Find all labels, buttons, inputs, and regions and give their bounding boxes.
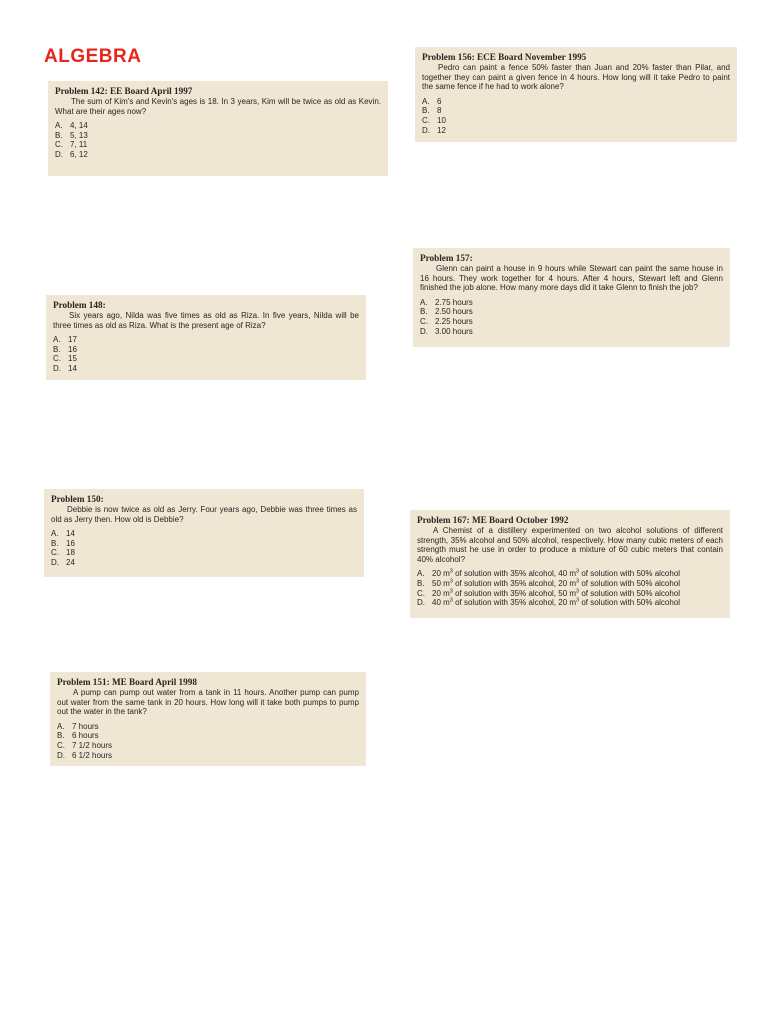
choice-item bbox=[57, 731, 359, 741]
problem-title: Problem 150: bbox=[51, 494, 104, 504]
choice-letter: D. bbox=[51, 557, 59, 567]
choice-list bbox=[422, 97, 730, 135]
choice-item bbox=[53, 335, 359, 345]
choice-letter: D. bbox=[420, 326, 428, 336]
page-heading: ALGEBRA bbox=[44, 46, 142, 67]
choice-letter: C. bbox=[417, 588, 425, 598]
choice-text: 6, 12 bbox=[70, 149, 88, 159]
choice-item bbox=[53, 354, 359, 364]
choice-item bbox=[55, 150, 381, 160]
choice-item bbox=[57, 741, 359, 751]
choice-letter: A. bbox=[417, 569, 425, 579]
choice-letter: B. bbox=[53, 344, 61, 354]
choice-text: 6 bbox=[437, 96, 442, 106]
problem-167-card bbox=[410, 510, 730, 618]
choice-letter: C. bbox=[55, 140, 63, 150]
choice-text: 6 hours bbox=[72, 731, 99, 741]
choice-text: 12 bbox=[437, 125, 446, 135]
choice-letter: C. bbox=[53, 354, 61, 364]
problem-title: Problem 156: ECE Board November 1995 bbox=[422, 52, 587, 62]
choice-letter: B. bbox=[422, 106, 430, 116]
choice-item bbox=[422, 106, 730, 116]
choice-list bbox=[51, 529, 357, 567]
choice-text: 24 bbox=[66, 557, 75, 567]
choice-item bbox=[55, 121, 381, 131]
choice-item bbox=[420, 327, 723, 337]
choice-item bbox=[422, 97, 730, 107]
choice-letter: C. bbox=[422, 115, 430, 125]
problem-title: Problem 142: EE Board April 1997 bbox=[55, 86, 193, 96]
problem-148-card bbox=[46, 295, 366, 380]
choice-item bbox=[417, 598, 723, 608]
choice-list bbox=[417, 569, 723, 607]
choice-item bbox=[51, 539, 357, 549]
choice-letter: D. bbox=[417, 598, 425, 608]
problem-142-card bbox=[48, 81, 388, 176]
choice-item bbox=[57, 751, 359, 761]
choice-letter: C. bbox=[420, 316, 428, 326]
choice-item bbox=[420, 298, 723, 308]
choice-text: 10 bbox=[437, 115, 446, 125]
choice-text: 4, 14 bbox=[70, 121, 88, 131]
choice-text: 18 bbox=[66, 548, 75, 558]
choice-text: 20 $m^3$ of solution with 35% alcohol, 50 $m^3$ of solution with 50% alcohol bbox=[432, 587, 681, 598]
problem-150-card bbox=[44, 489, 364, 577]
choice-item bbox=[51, 548, 357, 558]
choice-text: 8 bbox=[437, 106, 442, 116]
choice-letter: A. bbox=[57, 721, 65, 731]
choice-text: 50 $m^3$ of solution with 35% alcohol, 20 $m^3$ of solution with 50% alcohol bbox=[432, 578, 681, 588]
problem-question: Glenn can paint a house in 9 hours while Stewart can paint the same house in 16 hours. They work together for 4 hours. After 4 hours, Stewart left and Glenn finished the job alone. How many more days did it take Glenn to finish the job? bbox=[420, 264, 723, 293]
choice-letter: D. bbox=[57, 750, 65, 760]
problem-question: A pump can pump out water from a tank in 11 hours. Another pump can pump out water from the same tank in 20 hours. How long will it take both pumps to pump out the water in the tank? bbox=[57, 688, 359, 717]
choice-item bbox=[417, 569, 723, 579]
choice-letter: D. bbox=[53, 363, 61, 373]
choice-text: 16 bbox=[66, 538, 75, 548]
choice-letter: D. bbox=[55, 149, 63, 159]
choice-letter: B. bbox=[420, 307, 428, 317]
choice-text: 5, 13 bbox=[70, 130, 88, 140]
choice-list bbox=[55, 121, 381, 159]
choice-item bbox=[417, 589, 723, 599]
choice-letter: C. bbox=[51, 548, 59, 558]
choice-letter: A. bbox=[55, 121, 63, 131]
choice-letter: A. bbox=[420, 297, 428, 307]
choice-list bbox=[57, 722, 359, 760]
choice-item bbox=[57, 722, 359, 732]
choice-letter: A. bbox=[53, 335, 61, 345]
choice-text: 2.25 hours bbox=[435, 316, 473, 326]
problem-title: Problem 157: bbox=[420, 253, 473, 263]
problem-156-card bbox=[415, 47, 737, 142]
choice-text: 17 bbox=[68, 335, 77, 345]
choice-item bbox=[422, 116, 730, 126]
choice-text: 16 bbox=[68, 344, 77, 354]
choice-item bbox=[420, 307, 723, 317]
choice-text: 2.50 hours bbox=[435, 307, 473, 317]
choice-letter: C. bbox=[57, 740, 65, 750]
problem-title: Problem 151: ME Board April 1998 bbox=[57, 677, 197, 687]
choice-letter: A. bbox=[422, 96, 430, 106]
choice-item bbox=[51, 529, 357, 539]
choice-text: 6 1/2 hours bbox=[72, 750, 113, 760]
problem-151-card bbox=[50, 672, 366, 766]
choice-item bbox=[420, 317, 723, 327]
problem-question: A Chemist of a distillery experimented on two alcohol solutions of different strength, 35% alcohol and 50% alcohol, respectively. How many cubic meters of each strength must he use in order to produce a mixture of 60 cubic meters that contain 40% alcohol? bbox=[417, 526, 723, 564]
choice-item bbox=[53, 345, 359, 355]
problem-question: The sum of Kim's and Kevin's ages is 18. In 3 years, Kim will be twice as old as Kevin. What are their ages now? bbox=[55, 97, 381, 116]
problem-question: Debbie is now twice as old as Jerry. Four years ago, Debbie was three times as old as Jerry then. How old is Debbie? bbox=[51, 505, 357, 524]
problem-question: Six years ago, Nilda was five times as old as Riza. In five years, Nilda will be three times as old as Riza. What is the present age of Riza? bbox=[53, 311, 359, 330]
choice-letter: B. bbox=[55, 130, 63, 140]
choice-text: 40 $m^3$ of solution with 35% alcohol, 20 $m^3$ of solution with 50% alcohol bbox=[432, 597, 681, 608]
choice-letter: B. bbox=[417, 578, 425, 588]
problem-title: Problem 148: bbox=[53, 300, 106, 310]
choice-letter: B. bbox=[57, 731, 65, 741]
choice-text: 15 bbox=[68, 354, 77, 364]
choice-item bbox=[422, 126, 730, 136]
choice-item bbox=[53, 364, 359, 374]
choice-item bbox=[55, 131, 381, 141]
choice-item bbox=[55, 140, 381, 150]
choice-letter: D. bbox=[422, 125, 430, 135]
choice-list bbox=[420, 298, 723, 336]
choice-text: 3.00 hours bbox=[435, 326, 473, 336]
choice-text: 7 hours bbox=[72, 721, 99, 731]
problem-157-card bbox=[413, 248, 730, 347]
problem-question: Pedro can paint a fence 50% faster than Juan and 20% faster than Pilar, and together they can paint a given fence in 4 hours. How long will it take Pedro to paint the same fence if he had to work alone? bbox=[422, 63, 730, 92]
choice-text: 7, 11 bbox=[70, 140, 88, 150]
choice-letter: A. bbox=[51, 529, 59, 539]
choice-list bbox=[53, 335, 359, 373]
choice-text: 14 bbox=[68, 363, 77, 373]
problem-title: Problem 167: ME Board October 1992 bbox=[417, 515, 569, 525]
choice-letter: B. bbox=[51, 538, 59, 548]
choice-text: 2.75 hours bbox=[435, 297, 473, 307]
choice-item bbox=[417, 579, 723, 589]
choice-text: 14 bbox=[66, 529, 75, 539]
choice-item bbox=[51, 558, 357, 568]
choice-text: 20 $m^3$ of solution with 35% alcohol, 40 $m^3$ of solution with 50% alcohol bbox=[432, 568, 681, 579]
choice-text: 7 1/2 hours bbox=[72, 740, 113, 750]
